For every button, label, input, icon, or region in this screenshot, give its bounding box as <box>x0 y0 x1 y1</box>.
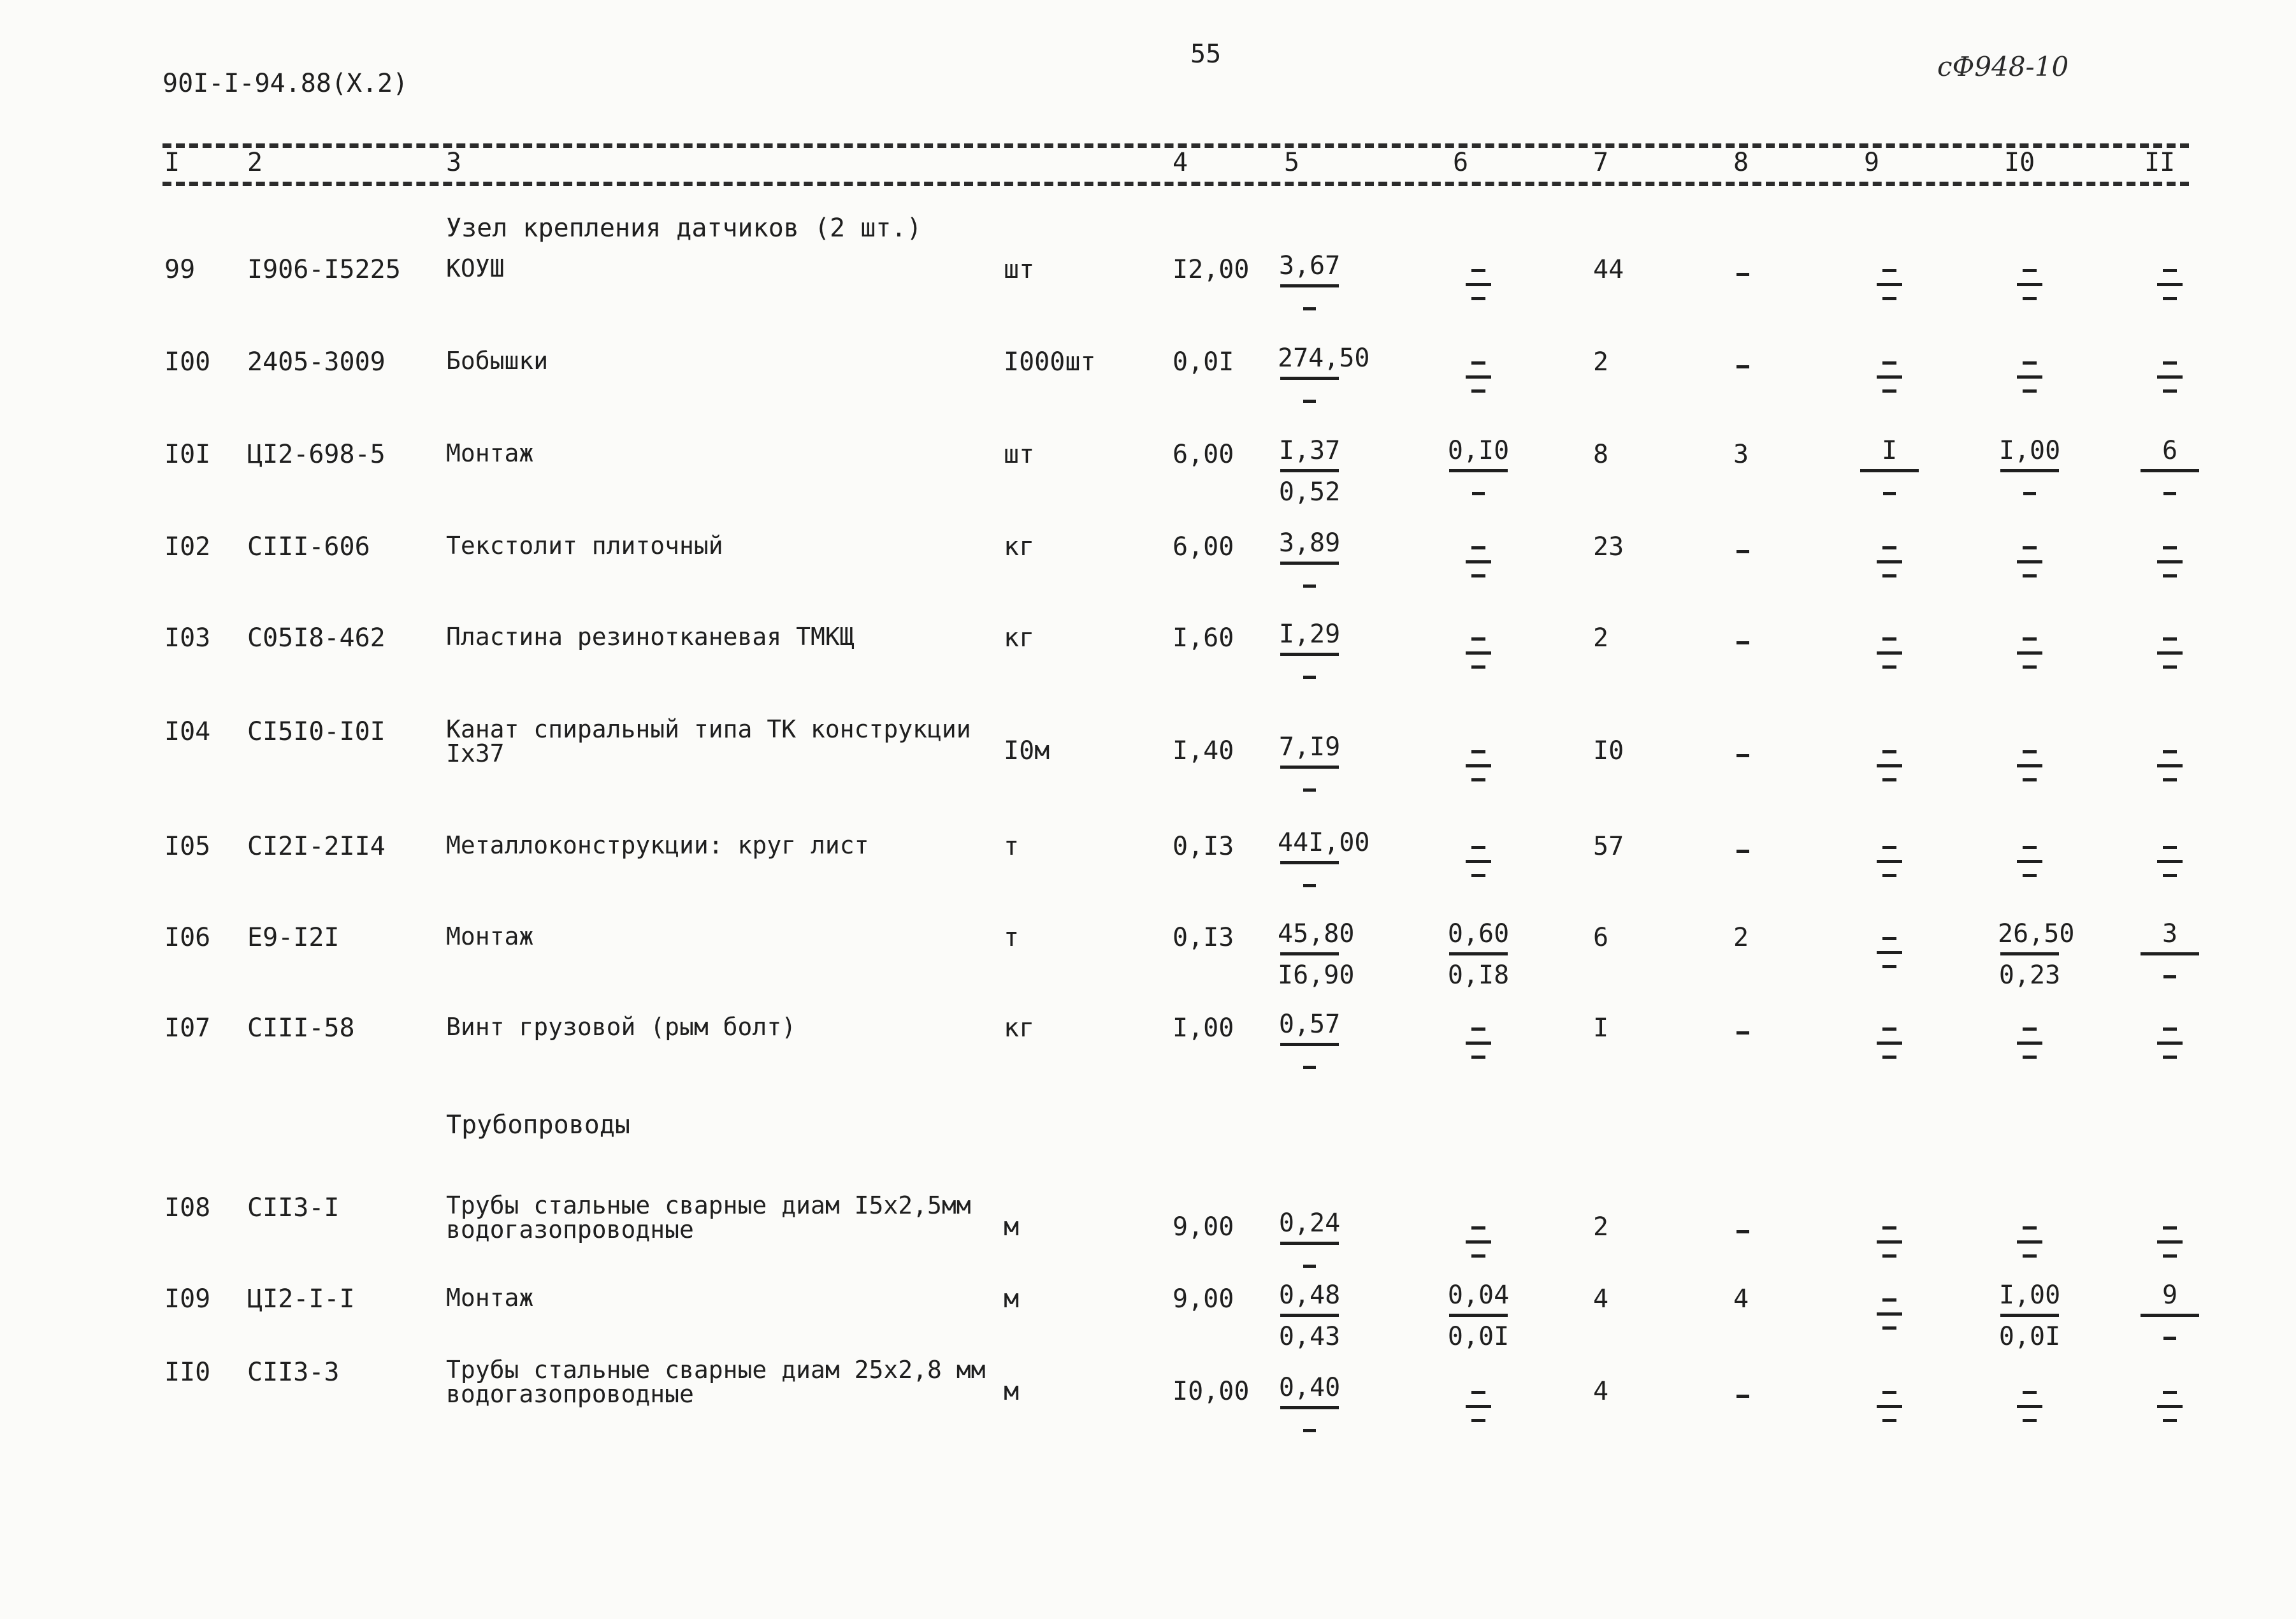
col10-value-numerator: I,00 <box>1998 436 2061 465</box>
col8-dash <box>1736 365 1749 368</box>
unit: кг <box>1004 623 1035 653</box>
rate-code: C05I8-462 <box>247 623 386 653</box>
col5-value-dash <box>1303 1265 1316 1268</box>
col6-value-empty <box>1466 1391 1491 1433</box>
col6-value-denominator: 0,I8 <box>1447 961 1510 990</box>
col6-value-denominator: 0,0I <box>1447 1322 1510 1351</box>
col5-value-numerator: 0,48 <box>1278 1281 1341 1310</box>
quantity: 0,I3 <box>1173 832 1234 861</box>
col7-value: 2 <box>1593 1212 1609 1242</box>
col9-value-dash <box>1883 492 1896 495</box>
col5-value-dash <box>1303 1429 1316 1432</box>
col5-value <box>1278 342 1370 416</box>
col6-value <box>1447 1279 1510 1353</box>
col8-dash <box>1736 850 1749 853</box>
quantity: 6,00 <box>1173 440 1234 469</box>
section-title-pipes: Трубопроводы <box>446 1110 630 1140</box>
col5-value-dash <box>1303 1066 1316 1069</box>
rate-code: CII3-I <box>247 1193 340 1223</box>
col5-value-numerator: 3,89 <box>1278 528 1341 558</box>
col11-value-bar <box>2141 469 2199 472</box>
col7-value: 8 <box>1593 440 1609 469</box>
col8-dash <box>1736 641 1749 644</box>
row-number: I0I <box>164 440 211 469</box>
rate-code: CIII-58 <box>247 1013 355 1043</box>
unit: т <box>1004 923 1020 952</box>
col5-value-bar <box>1280 1242 1339 1245</box>
col10-value-bar <box>2000 1314 2059 1317</box>
col10-value-empty <box>2017 1226 2042 1268</box>
row-number: I04 <box>164 717 211 746</box>
col5-value <box>1278 435 1341 508</box>
rate-code: CI2I-2II4 <box>247 832 386 861</box>
col5-value-bar <box>1280 284 1339 287</box>
item-name: Металлоконструкции: круг лист <box>446 831 869 859</box>
col5-value <box>1278 1279 1341 1353</box>
col11-value-empty <box>2157 1027 2183 1070</box>
col9-value-empty <box>1877 750 1902 792</box>
col6-value-numerator: 0,04 <box>1447 1281 1510 1310</box>
col11-value-dash <box>2163 975 2176 978</box>
column-number: 3 <box>446 148 462 177</box>
page-number: 55 <box>1190 40 1222 69</box>
item-name: Монтаж <box>446 922 534 950</box>
col5-value-dash <box>1303 400 1316 403</box>
row-number: 99 <box>164 255 196 284</box>
quantity: I0,00 <box>1173 1377 1250 1406</box>
row-number: I00 <box>164 347 211 377</box>
col11-value-dash <box>2163 1337 2176 1340</box>
col10-value-empty <box>2017 637 2042 679</box>
col10-value-denominator: 0,0I <box>1998 1322 2061 1351</box>
quantity: I,60 <box>1173 623 1234 653</box>
column-number: I0 <box>2004 148 2035 177</box>
unit: м <box>1004 1284 1020 1314</box>
col10-value <box>1998 435 2061 508</box>
col10-value-bar <box>2000 952 2059 955</box>
col11-value-empty <box>2157 361 2183 403</box>
quantity: I2,00 <box>1173 255 1250 284</box>
col5-value <box>1278 527 1341 600</box>
col6-value <box>1447 918 1510 991</box>
col7-value: 6 <box>1593 923 1609 952</box>
col5-value-numerator: 44I,00 <box>1278 828 1370 857</box>
header-top-rule <box>162 143 2189 148</box>
item-name: Винт грузовой (рым болт) <box>446 1013 797 1041</box>
col8-dash <box>1736 273 1749 276</box>
item-name: Iх37 <box>446 739 505 767</box>
col7-value: 44 <box>1593 255 1624 284</box>
col5-value-numerator: 7,I9 <box>1278 732 1341 762</box>
col10-value-numerator: 26,50 <box>1998 919 2075 948</box>
column-number: 2 <box>247 148 263 177</box>
rate-code: ЦI2-I-I <box>247 1284 355 1314</box>
col11-value-numerator: 3 <box>2162 919 2178 948</box>
col10-value-empty <box>2017 750 2042 792</box>
col5-value-bar <box>1280 952 1339 955</box>
col6-value-empty <box>1466 361 1491 403</box>
quantity: I,40 <box>1173 736 1234 766</box>
item-name: Пластина резинотканевая ТМКЩ <box>446 623 855 651</box>
col10-value <box>1998 1279 2061 1353</box>
col5-value-numerator: 0,57 <box>1278 1010 1341 1039</box>
col11-value-empty <box>2157 1391 2183 1433</box>
col10-value-dash <box>2023 492 2036 495</box>
col11-value-empty <box>2157 846 2183 888</box>
col5-value <box>1278 918 1355 991</box>
quantity: 9,00 <box>1173 1284 1234 1314</box>
unit: шт <box>1004 255 1035 284</box>
col5-value <box>1278 618 1341 692</box>
col10-value-empty <box>2017 361 2042 403</box>
rate-code: ЦI2-698-5 <box>247 440 386 469</box>
col8-dash <box>1736 754 1749 757</box>
col8-dash <box>1736 1395 1749 1398</box>
col9-value-empty <box>1877 546 1902 588</box>
col5-value-bar <box>1280 861 1339 864</box>
col5-value-denominator: 0,52 <box>1278 477 1341 507</box>
rate-code: CIII-606 <box>247 532 370 562</box>
col7-value: 57 <box>1593 832 1624 861</box>
col5-value-dash <box>1303 307 1316 310</box>
unit: шт <box>1004 440 1035 469</box>
col5-value-numerator: 0,24 <box>1278 1209 1341 1238</box>
col11-value-empty <box>2157 750 2183 792</box>
col5-value-numerator: 3,67 <box>1278 251 1341 280</box>
col8-dash <box>1736 550 1749 553</box>
column-number: 6 <box>1453 148 1469 177</box>
quantity: 9,00 <box>1173 1212 1234 1242</box>
col7-value: 23 <box>1593 532 1624 562</box>
col11-value <box>2138 918 2202 991</box>
col5-value-dash <box>1303 884 1316 887</box>
item-name: водогазопроводные <box>446 1216 694 1244</box>
row-number: I06 <box>164 923 211 952</box>
col11-value-empty <box>2157 637 2183 679</box>
col10-value-bar <box>2000 469 2059 472</box>
column-number: 8 <box>1733 148 1749 177</box>
col9-value-empty <box>1877 937 1902 979</box>
col5-value-denominator: I6,90 <box>1278 961 1355 990</box>
item-name: Бобышки <box>446 347 549 375</box>
unit: кг <box>1004 532 1035 562</box>
col6-value-dash <box>1472 492 1485 495</box>
col5-value <box>1278 250 1341 323</box>
col5-value <box>1278 827 1370 900</box>
col10-value-empty <box>2017 1391 2042 1433</box>
col9-value-numerator: I <box>1881 436 1898 465</box>
col6-value-empty <box>1466 546 1491 588</box>
item-name: Текстолит плиточный <box>446 532 723 560</box>
column-number: 9 <box>1864 148 1880 177</box>
col11-value <box>2138 1279 2202 1353</box>
col6-value-numerator: 0,I0 <box>1447 436 1510 465</box>
rate-code: CI5I0-I0I <box>247 717 386 746</box>
col11-value-numerator: 6 <box>2162 436 2178 465</box>
col6-value-bar <box>1449 1314 1508 1317</box>
item-name: Трубы стальные сварные диам I5х2,5мм <box>446 1191 971 1219</box>
quantity: I,00 <box>1173 1013 1234 1043</box>
rate-code: 2405-3009 <box>247 347 386 377</box>
unit: м <box>1004 1212 1020 1242</box>
col10-value-empty <box>2017 846 2042 888</box>
col8-value: 3 <box>1733 440 1749 469</box>
col5-value <box>1278 1008 1341 1082</box>
col11-value <box>2138 435 2202 508</box>
col5-value-denominator: 0,43 <box>1278 1322 1341 1351</box>
item-name: Монтаж <box>446 439 534 467</box>
col5-value <box>1278 1372 1341 1445</box>
header-bottom-rule <box>162 182 2189 186</box>
col7-value: 2 <box>1593 623 1609 653</box>
col9-value-empty <box>1877 1226 1902 1268</box>
col5-value-bar <box>1280 1314 1339 1317</box>
col6-value-empty <box>1466 750 1491 792</box>
row-number: I05 <box>164 832 211 861</box>
col8-value: 4 <box>1733 1284 1749 1314</box>
col10-value-empty <box>2017 269 2042 311</box>
col9-value-empty <box>1877 1027 1902 1070</box>
col10-value-denominator: 0,23 <box>1998 961 2061 990</box>
unit: т <box>1004 832 1020 861</box>
col5-value-bar <box>1280 653 1339 656</box>
unit: I0м <box>1004 736 1050 766</box>
item-name: Трубы стальные сварные диам 25х2,8 мм <box>446 1356 986 1384</box>
item-name: Монтаж <box>446 1284 534 1312</box>
col6-value-empty <box>1466 1226 1491 1268</box>
col5-value-numerator: I,37 <box>1278 436 1341 465</box>
col7-value: I <box>1593 1013 1609 1043</box>
col6-value-empty <box>1466 637 1491 679</box>
col7-value: 2 <box>1593 347 1609 377</box>
col9-value-bar <box>1860 469 1919 472</box>
quantity: 0,I3 <box>1173 923 1234 952</box>
col9-value <box>1858 435 1921 508</box>
row-number: II0 <box>164 1358 211 1387</box>
col6-value-numerator: 0,60 <box>1447 919 1510 948</box>
col9-value-empty <box>1877 361 1902 403</box>
col5-value-bar <box>1280 562 1339 565</box>
col7-value: 4 <box>1593 1284 1609 1314</box>
col5-value-bar <box>1280 1406 1339 1409</box>
col5-value-numerator: 274,50 <box>1278 344 1370 373</box>
col7-value: I0 <box>1593 736 1624 766</box>
col9-value-empty <box>1877 1391 1902 1433</box>
col9-value-empty <box>1877 637 1902 679</box>
row-number: I09 <box>164 1284 211 1314</box>
col5-value <box>1278 1207 1341 1281</box>
col5-value-dash <box>1303 788 1316 792</box>
handwritten-note: сФ948-10 <box>1937 51 2069 82</box>
item-name: водогазопроводные <box>446 1380 694 1408</box>
col11-value-bar <box>2141 1314 2199 1317</box>
unit: I000шт <box>1004 347 1096 377</box>
col9-value-empty <box>1877 1298 1902 1340</box>
col11-value-empty <box>2157 1226 2183 1268</box>
col5-value-dash <box>1303 676 1316 679</box>
rate-code: E9-I2I <box>247 923 340 952</box>
col11-value-numerator: 9 <box>2162 1281 2178 1310</box>
col6-value-bar <box>1449 469 1508 472</box>
col11-value-empty <box>2157 269 2183 311</box>
col8-dash <box>1736 1031 1749 1035</box>
rate-code: CII3-3 <box>247 1358 340 1387</box>
col6-value-empty <box>1466 1027 1491 1070</box>
col5-value-numerator: I,29 <box>1278 620 1341 649</box>
item-name: КОУШ <box>446 254 505 282</box>
col10-value-empty <box>2017 546 2042 588</box>
col6-value-empty <box>1466 846 1491 888</box>
quantity: 0,0I <box>1173 347 1234 377</box>
column-number: 4 <box>1173 148 1188 177</box>
unit: кг <box>1004 1013 1035 1043</box>
section-title-node: Узел крепления датчиков (2 шт.) <box>446 214 922 243</box>
col5-value-numerator: 0,40 <box>1278 1373 1341 1402</box>
column-number: I <box>164 148 180 177</box>
row-number: I02 <box>164 532 211 562</box>
col6-value-empty <box>1466 269 1491 311</box>
col5-value-dash <box>1303 584 1316 588</box>
row-number: I08 <box>164 1193 211 1223</box>
quantity: 6,00 <box>1173 532 1234 562</box>
col9-value-empty <box>1877 269 1902 311</box>
col5-value-bar <box>1280 377 1339 380</box>
col5-value <box>1278 731 1341 804</box>
unit: м <box>1004 1377 1020 1406</box>
col5-value-bar <box>1280 1043 1339 1046</box>
column-number: 5 <box>1284 148 1300 177</box>
col8-dash <box>1736 1230 1749 1233</box>
col5-value-bar <box>1280 766 1339 769</box>
col11-value-dash <box>2163 492 2176 495</box>
col5-value-numerator: 45,80 <box>1278 919 1355 948</box>
rate-code: I906-I5225 <box>247 255 401 284</box>
col10-value-numerator: I,00 <box>1998 1281 2061 1310</box>
document-code: 90I-I-94.88(X.2) <box>162 69 408 98</box>
col10-value-empty <box>2017 1027 2042 1070</box>
row-number: I07 <box>164 1013 211 1043</box>
column-number: II <box>2144 148 2176 177</box>
column-number: 7 <box>1593 148 1609 177</box>
item-name: Канат спиральный типа ТК конструкции <box>446 715 971 743</box>
col9-value-empty <box>1877 846 1902 888</box>
col10-value <box>1998 918 2075 991</box>
col11-value-bar <box>2141 952 2199 955</box>
row-number: I03 <box>164 623 211 653</box>
col6-value <box>1447 435 1510 508</box>
col6-value-bar <box>1449 952 1508 955</box>
col11-value-empty <box>2157 546 2183 588</box>
col5-value-bar <box>1280 469 1339 472</box>
col8-value: 2 <box>1733 923 1749 952</box>
col7-value: 4 <box>1593 1377 1609 1406</box>
